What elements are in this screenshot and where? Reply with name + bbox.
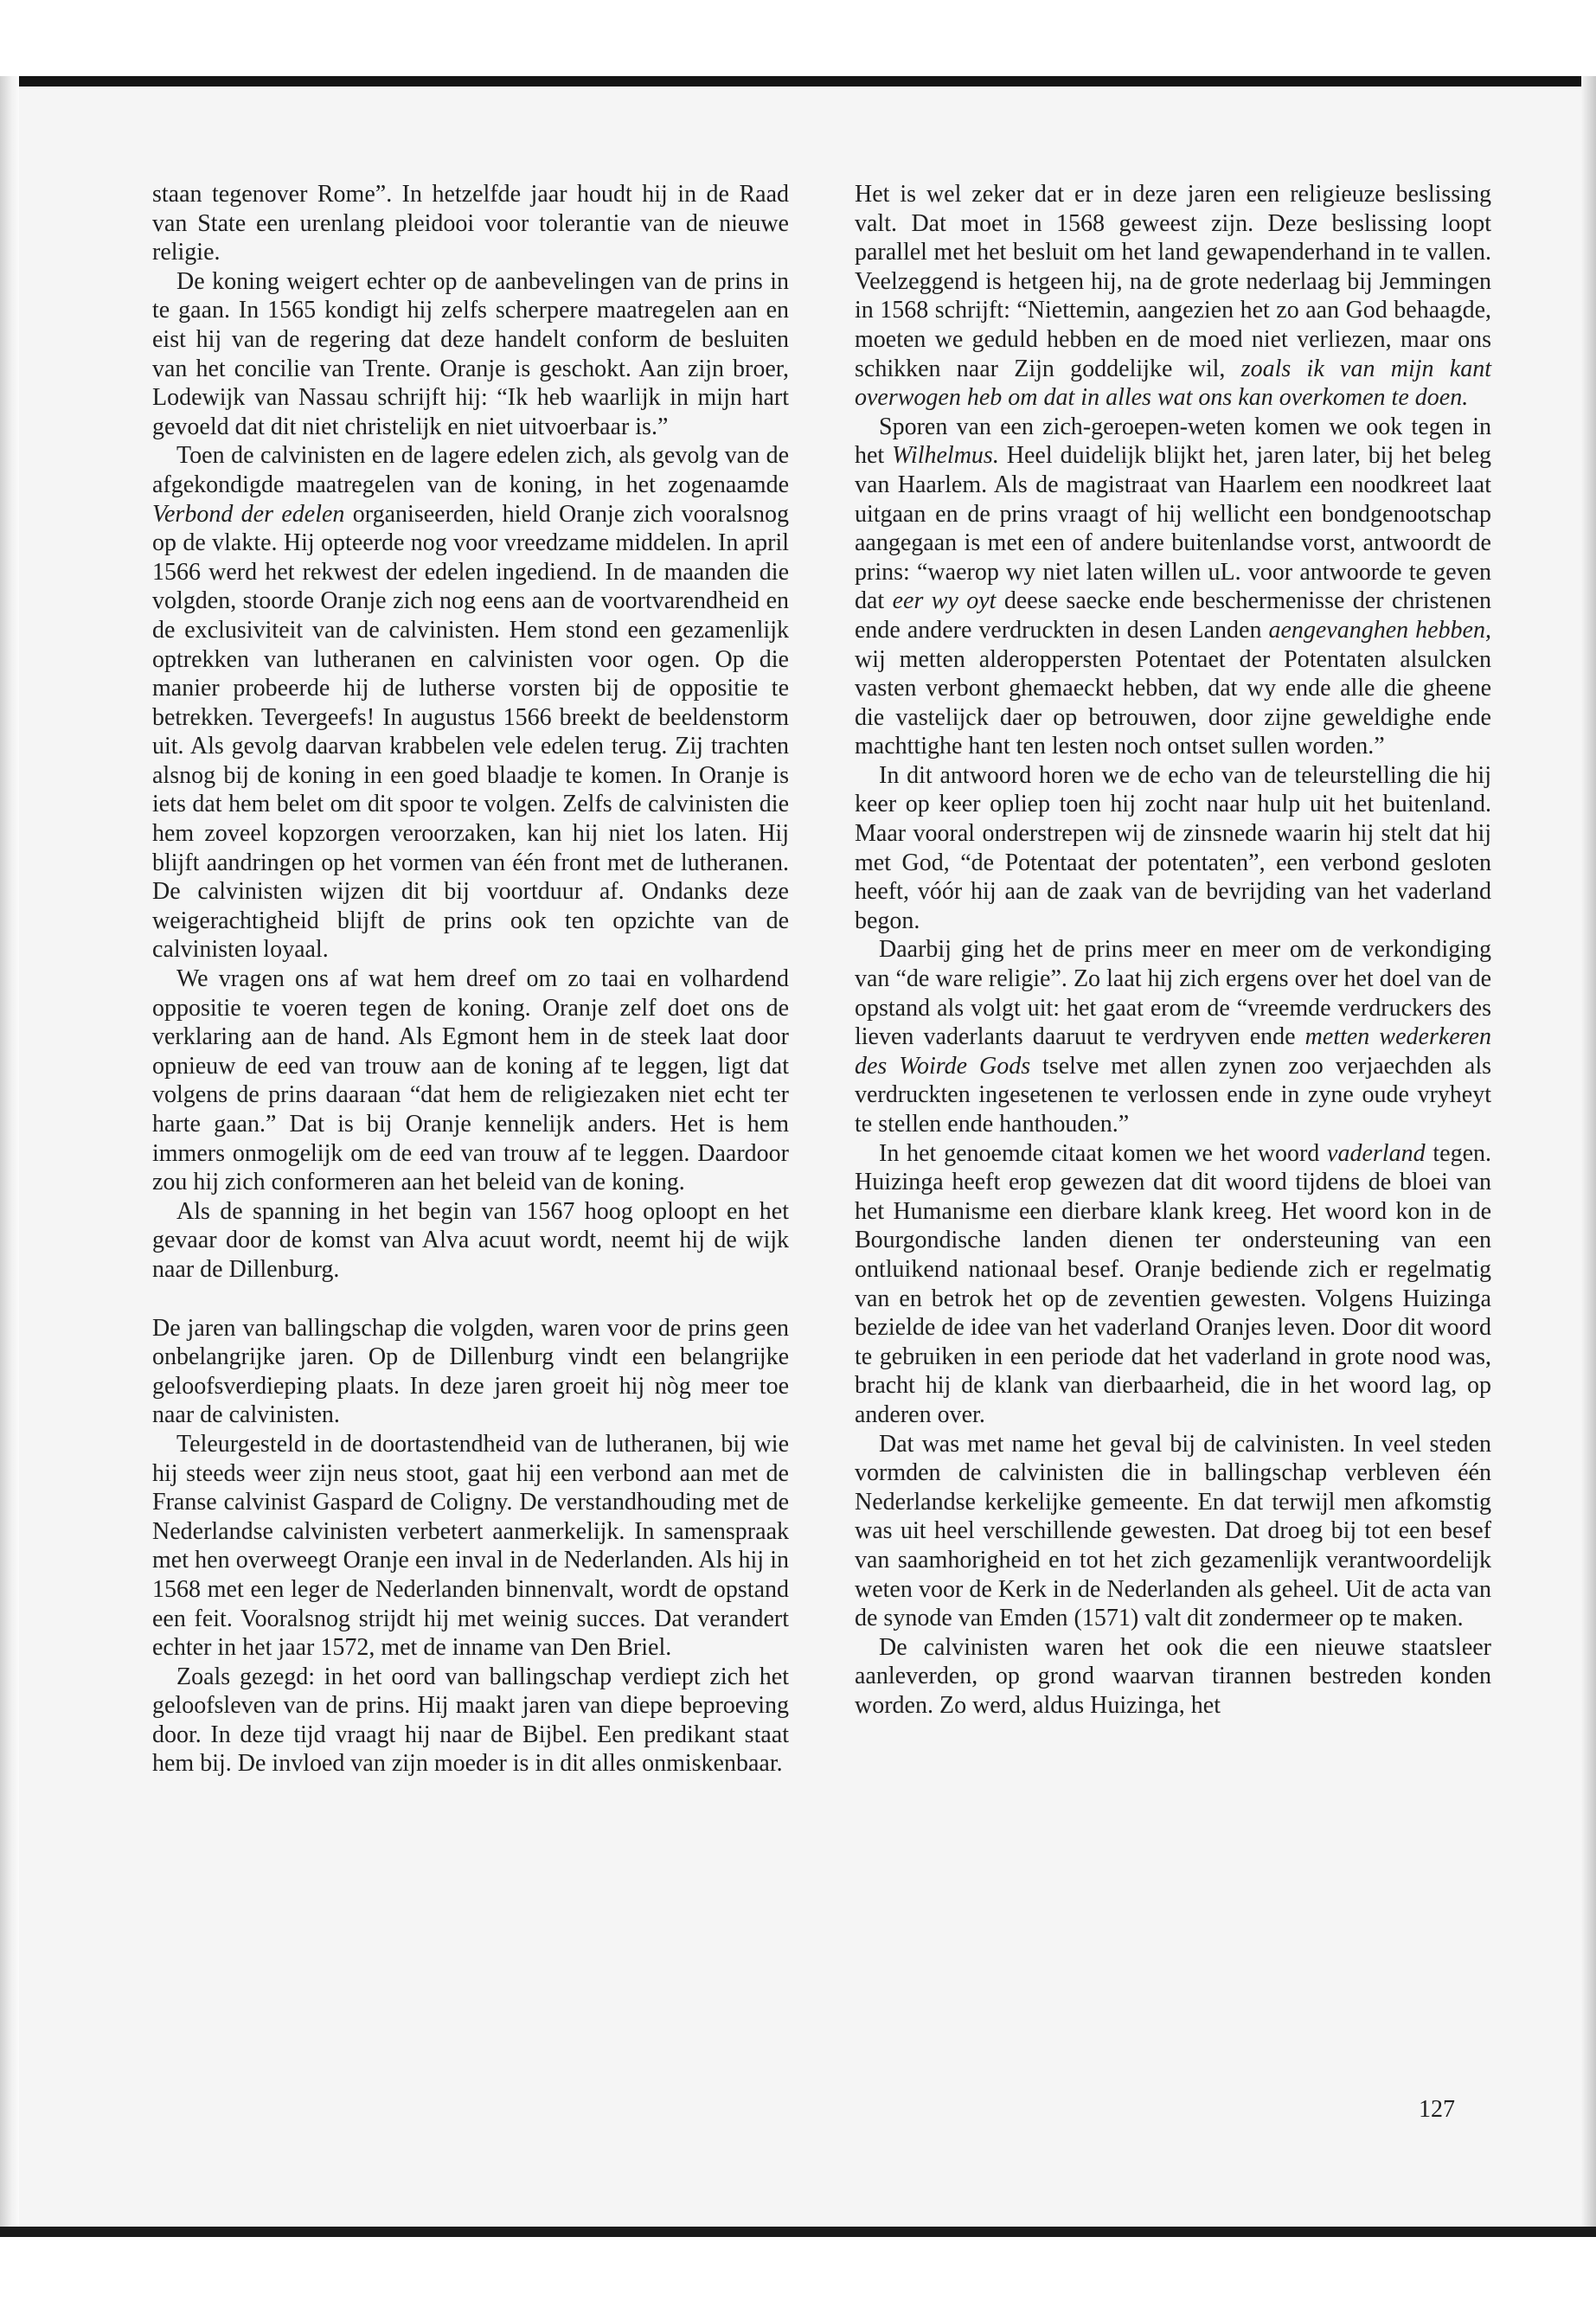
scan-edge-left	[0, 76, 19, 2237]
page-number: 127	[1419, 2096, 1455, 2123]
paragraph: We vragen ons af wat hem dreef om zo taai en volhardend oppositie te voeren tegen de koning. Oranje zelf doet ons de verklaring aan de hand. Als Egmont hem in de steek laat door opnieuw de eed van trouw aan de koning af te leggen, ligt dat volgens de prins daaraan “dat hem de religiezaken niet echt ter harte gaan.” Dat is bij Oranje kennelijk anders. Het is hem immers onmogelijk om de eed van trouw af te leggen. Daardoor zou hij zich conformeren aan het beleid van de koning.	[152, 965, 789, 1196]
paragraph: Zoals gezegd: in het oord van ballingschap verdiept zich het geloofsleven van de prins. Hij maakt jaren van diepe beproeving door. In deze tijd vraagt hij naar de Bijbel. Een predikant staat hem bij. De invloed van zijn moeder is in dit alles onmiskenbaar.	[152, 1663, 789, 1778]
paragraph: Daarbij ging het de prins meer en meer om de verkondiging van “de ware religie”. Zo laat hij zich ergens over het doel van de opstand als volgt uit: het gaat erom de “vreemde verdruckers des lieven vaderlants daaruut te verdryven ende metten wederkeren des Woirde Gods tselve met allen zynen zoo verjaechden als verdruckten ingesetenen te verlossen ende in zyne oude vryheyt te stellen ende hanthouden.”	[855, 936, 1491, 1138]
scan-edge-top	[0, 76, 1596, 87]
paragraph: Teleurgesteld in de doortastendheid van de lutheranen, bij wie hij steeds weer zijn neus stoot, gaat hij een verbond aan met de Franse calvinist Gaspard de Coligny. De verstandhouding met de Nederlandse calvinisten verbetert aanmerkelijk. In samenspraak met hen overweegt Oranje een inval in de Nederlanden. Als hij in 1568 met een leger de Nederlanden binnenvalt, wordt de opstand een feit. Vooralsnog strijdt hij met weinig succes. Dat verandert echter in het jaar 1572, met de inname van Den Briel.	[152, 1430, 789, 1662]
right-text-column	[855, 180, 1491, 1720]
paragraph: staan tegenover Rome”. In hetzelfde jaar houdt hij in de Raad van State een urenlang pleidooi voor tolerantie van de nieuwe religie.	[152, 181, 789, 266]
paragraph: Dat was met name het geval bij de calvinisten. In veel steden vormden de calvinisten die in ballingschap verbleven één Nederlandse kerkelijke gemeente. En dat terwijl men afkomstig was uit heel verschillende gewesten. Dat droeg bij tot een besef van saamhorigheid en tot het zich gezamenlijk verantwoordelijk weten voor de Kerk in de Nederlanden als geheel. Uit de acta van de synode van Emden (1571) valt dit zondermeer op te maken.	[855, 1430, 1491, 1632]
left-text-column	[152, 180, 789, 1779]
paragraph: De calvinisten waren het ook die een nieuwe staatsleer aanleverden, op grond waarvan tirannen bestreden konden worden. Zo werd, aldus Huizinga, het	[855, 1633, 1491, 1719]
paragraph: De jaren van ballingschap die volgden, waren voor de prins geen onbelangrijke jaren. Op de Dillenburg vindt een belangrijke geloofsverdieping plaats. In deze jaren groeit hij nòg meer toe naar de calvinisten.	[152, 1314, 789, 1429]
paragraph: Als de spanning in het begin van 1567 hoog oploopt en het gevaar door de komst van Alva acuut wordt, neemt hij de wijk naar de Dillenburg.	[152, 1197, 789, 1283]
paragraph: In dit antwoord horen we de echo van de teleurstelling die hij keer op keer opliep toen hij zocht naar hulp uit het buitenland. Maar vooral onderstrepen wij de zinsnede waarin hij stelt dat hij met God, “de Potentaat der potentaten”, een verbond gesloten heeft, vóór hij aan de zaak van de bevrijding van het vaderland begon.	[855, 761, 1491, 934]
paragraph: In het genoemde citaat komen we het woord vaderland tegen. Huizinga heeft erop gewezen dat dit woord tijdens de bloei van het Humanisme een dierbare klank kreeg. Het woord kon in de Bourgondische landen dienen ter ondersteuning van een ontluikend nationaal besef. Oranje bediende zich er regelmatig van en betrok het op de zeventien gewesten. Volgens Huizinga bezielde de idee van het vaderland Oranjes leven. Door dit woord te gebruiken in een periode dat het vaderland in grote nood was, bracht hij de klank van dierbaarheid, die in het woord lag, op anderen over.	[855, 1139, 1491, 1428]
paragraph: De koning weigert echter op de aanbevelingen van de prins in te gaan. In 1565 kondigt hij zelfs scherpere maatregelen aan en eist hij van de regering dat deze handelt conform de besluiten van het concilie van Trente. Oranje is geschokt. Aan zijn broer, Lodewijk van Nassau schrijft hij: “Ik heb waarlijk in mijn hart gevoeld dat dit niet christelijk en niet uitvoerbaar is.”	[152, 267, 789, 440]
scan-edge-right	[1581, 76, 1596, 2237]
scan-edge-bottom	[0, 2227, 1596, 2237]
paragraph: Toen de calvinisten en de lagere edelen zich, als gevolg van de afgekondigde maatregelen van de koning, in het zogenaamde Verbond der edelen organiseerden, hield Oranje zich vooralsnog op de vlakte. Hij opteerde nog voor vreedzame middelen. In april 1566 werd het rekwest der edelen ingediend. In de maanden die volgden, stoorde Oranje zich nog eens aan de voortvarendheid en de exclusiviteit van de calvinisten. Hem stond een gezamenlijk optrekken van lutheranen en calvinisten voor ogen. Op die manier probeerde hij de lutherse vorsten bij de oppositie te betrekken. Tevergeefs! In augustus 1566 breekt de beeldenstorm uit. Als gevolg daarvan krabbelen vele edelen terug. Zij trachten alsnog bij de koning in een goed blaadje te komen. In Oranje is iets dat hem belet om dit spoor te volgen. Zelfs de calvinisten die hem zoveel kopzorgen veroorzaken, kan hij niet los laten. Hij blijft aandringen op het vormen van één front met de lutheranen. De calvinisten wijzen dit bij voortduur af. Ondanks deze weigerachtigheid blijft de prins ook ten opzichte van de calvinisten loyaal.	[152, 442, 789, 964]
paragraph: Sporen van een zich-geroepen-weten komen we ook tegen in het Wilhelmus. Heel duidelijk blijkt het, jaren later, bij het beleg van Haarlem. Als de magistraat van Haarlem een noodkreet laat uitgaan en de prins vraagt of hij wellicht een bondgenootschap aangegaan is met een of andere buitenlandse vorst, antwoordt de prins: “waerop wy niet laten willen uL. voor antwoorde te geven dat eer wy oyt deese saecke ende beschermenisse der christenen ende andere verdruckten in desen Landen aengevanghen hebben, wij metten alderoppersten Potentaet der Potentaten alsulcken vasten verbont ghemaeckt hebben, dat wy ende alle die gheene die vastelijck daer op betrouwen, door zijne geweldighe ende machttighe hant ten lesten noch ontset sullen worden.”	[855, 413, 1492, 760]
paragraph: Het is wel zeker dat er in deze jaren een religieuze beslissing valt. Dat moet in 1568 geweest zijn. Deze beslissing loopt parallel met het besluit om het land gewapenderhand in te vallen. Veelzeggend is hetgeen hij, na de grote nederlaag bij Jemmingen in 1568 schrijft: “Niettemin, aangezien het zo aan God behaagde, moeten we geduld hebben en de moed niet verliezen, maar ons schikken naar Zijn goddelijke wil, zoals ik van mijn kant overwogen heb om dat in alles wat ons kan overkomen te doen.	[855, 181, 1491, 412]
